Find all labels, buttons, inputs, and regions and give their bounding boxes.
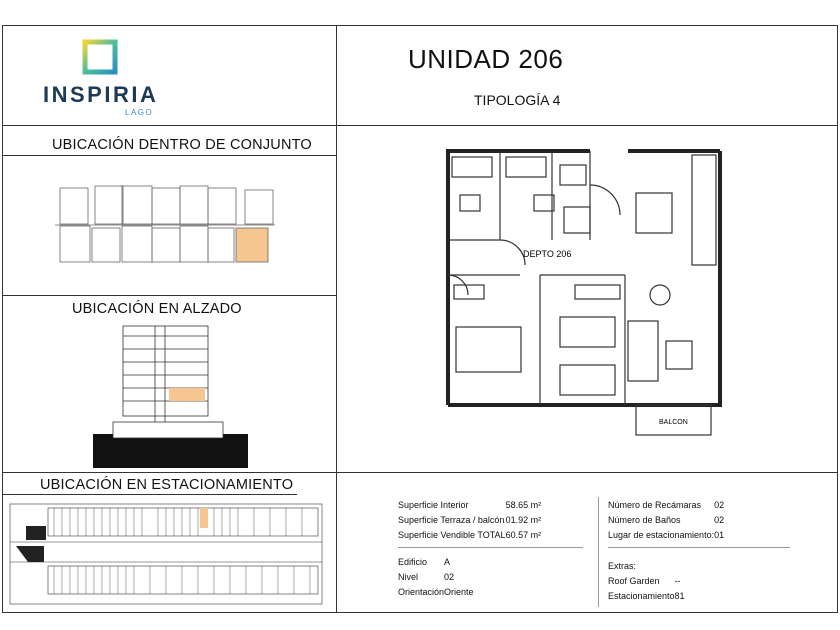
spec-label: Número de Recámaras [608,499,702,510]
spec-value: 02 [444,571,455,582]
spec-value: 58.65 m² [505,499,542,510]
spec-value: Oriente [444,586,474,597]
brand-sub: LAGO [125,108,154,117]
highlighted-floor [169,388,205,401]
spec-value: 60.57 m² [505,529,542,540]
spec-row [398,512,541,527]
spec-value: 02 [714,514,725,525]
building-elevation [93,322,253,470]
spec-value: -- [674,575,681,586]
spec-row [398,527,541,542]
spec-value: 01.92 m² [505,514,542,525]
divider [608,547,790,548]
spec-row [608,588,685,603]
section-title-parking: UBICACIÓN EN ESTACIONAMIENTO [40,477,294,493]
complex-site-plan [55,180,285,270]
divider [336,25,337,613]
spec-label: Superficie Vendible TOTAL [398,529,506,540]
spec-value: 01 [714,529,725,540]
brand-name: INSPIRIA [43,82,159,107]
spec-row [608,512,724,527]
spec-row [608,527,724,542]
section-title-complex: UBICACIÓN DENTRO DE CONJUNTO [52,137,312,153]
divider [2,295,336,296]
section-title-elevation: UBICACIÓN EN ALZADO [72,301,242,317]
parking-plan [8,500,328,610]
unit-floor-plan [440,145,730,440]
spec-row [608,573,685,588]
section-underline [2,155,336,156]
unit-label: DEPTO 206 [523,249,572,259]
divider [2,125,838,126]
typology-label: TIPOLOGÍA 4 [474,92,561,108]
specs-table-building [398,554,474,599]
spec-label: Lugar de estacionamiento: [608,529,715,540]
divider [2,472,838,473]
specs-table-rooms [608,497,724,542]
spec-label: Orientación [398,586,445,597]
highlighted-parking-spot [200,508,208,528]
spec-row [398,569,474,584]
spec-label: Superficie Interior [398,499,469,510]
spec-label: Número de Baños [608,514,681,525]
spec-row [608,497,724,512]
spec-row [398,497,541,512]
spec-label: Nivel [398,571,419,582]
section-underline [2,494,297,495]
divider [598,497,599,607]
basement-section [93,434,248,468]
extras-title-row [608,558,685,573]
spec-label: Estacionamiento [608,590,675,601]
specs-table-extras [608,558,685,603]
logo-mark-icon [40,38,165,84]
spec-value: A [444,556,451,567]
highlighted-building [236,228,268,262]
spec-label: Edificio [398,556,428,567]
spec-value: 02 [714,499,725,510]
extras-title: Extras: [608,560,637,571]
divider [398,547,583,548]
spec-row [398,554,474,569]
specs-table-area [398,497,541,542]
spec-label: Roof Garden [608,575,660,586]
unit-title: UNIDAD 206 [408,44,564,74]
spec-value: 81 [674,590,685,601]
balcony-label: BALCON [659,419,688,426]
spec-row [398,584,474,599]
brand-logo [40,38,165,120]
spec-label: Superficie Terraza / balcón [398,514,505,525]
